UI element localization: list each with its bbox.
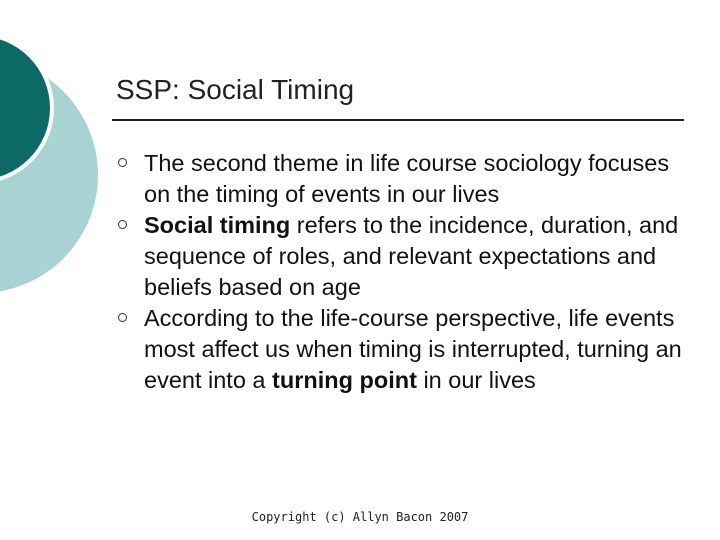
bullet-item: [112, 303, 682, 396]
bullet-text: The second theme in life course sociology focuses on the timing of events in our lives: [144, 150, 670, 207]
bullet-item: [112, 210, 682, 303]
bullet-list: [112, 148, 682, 396]
hollow-circle-icon: [118, 220, 127, 229]
bullet-item: [112, 148, 682, 210]
bullet-text: in our lives: [416, 367, 536, 393]
slide-title: SSP: Social Timing: [116, 74, 355, 105]
decorative-circles: [0, 0, 110, 300]
bullet-text: According to the life-course perspective, life events most affect us when timing is interrupted, turning an event into a: [144, 305, 682, 393]
copyright-footer: Copyright (c) Allyn Bacon 2007: [251, 510, 469, 524]
bullet-bold-text: turning point: [272, 367, 417, 393]
hollow-circle-icon: [118, 313, 127, 322]
teal-circles-graphic: [0, 0, 110, 300]
title-underline: [112, 119, 684, 121]
hollow-circle-icon: [118, 158, 127, 167]
bullet-bold-text: Social timing: [144, 212, 291, 238]
bullet-text: refers to the incidence, duration, and sequence of roles, and relevant expectations and beliefs based on age: [144, 212, 679, 300]
